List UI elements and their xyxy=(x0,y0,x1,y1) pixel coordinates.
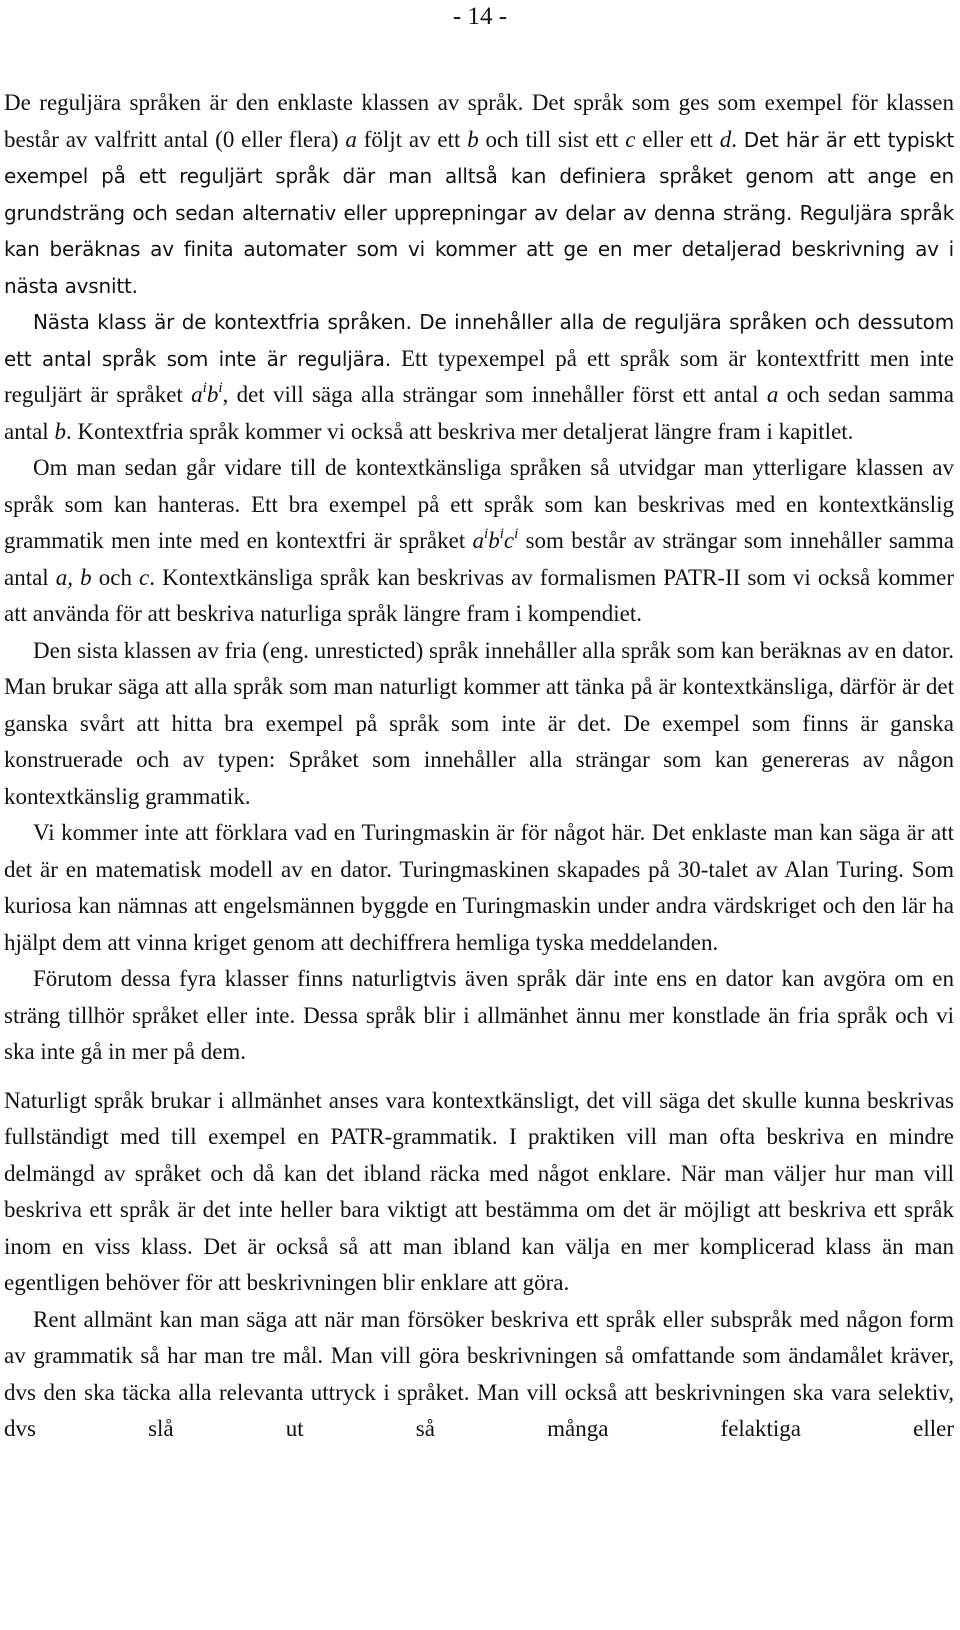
text-segment: Nästa klass är de kontextfria språken. De innehåller alla de reguljära språken och dessutom ett antal språk som inte är reguljära. xyxy=(4,310,954,371)
paragraph-regular-languages xyxy=(4,85,954,304)
variable: a, b xyxy=(55,564,92,590)
variable: a xyxy=(472,528,485,553)
text-segment: De reguljära språken är den enklaste klassen av språk. Det språk som ges som exempel för klassen består av valfritt antal (0 eller flera) xyxy=(4,90,954,152)
body-text xyxy=(4,85,954,1448)
text-segment: eller ett xyxy=(635,126,720,152)
variable: a xyxy=(345,126,357,152)
paragraph-other-languages: Förutom dessa fyra klasser finns naturligtvis även språk där inte ens en dator kan avgöra om en sträng tillhör språket eller inte. Dessa språk blir i allmänhet ännu mer konstlade än fria språk och vi ska inte gå in mer på dem. xyxy=(4,966,954,1064)
text-segment: . xyxy=(731,126,744,152)
text-segment: , det vill säga alla strängar som innehåller först ett antal xyxy=(222,382,767,407)
variable: b xyxy=(467,126,479,152)
text-segment: och till sist ett xyxy=(478,126,626,152)
superscript: i xyxy=(514,526,519,542)
text-segment: som består av strängar som innehåller samma antal xyxy=(4,528,954,590)
variable: b xyxy=(206,382,219,407)
variable: a xyxy=(191,382,203,407)
superscript: i xyxy=(484,526,489,542)
variable: d xyxy=(719,126,732,152)
variable: b xyxy=(488,528,500,553)
variable: a xyxy=(766,382,779,407)
text-segment: Ett typexempel på ett språk som är kontextfritt men inte reguljärt är språket xyxy=(4,345,954,407)
text-segment: följt av ett xyxy=(356,126,468,152)
text-segment: . Kontextfria språk kommer vi också att beskriva mer detaljerat längre fram i kapitlet. xyxy=(65,418,854,444)
superscript: i xyxy=(202,380,207,396)
variable: c xyxy=(139,564,150,590)
paragraph-context-sensitive xyxy=(4,450,954,633)
text-segment: och xyxy=(91,564,140,590)
text-segment: . Kontextkänsliga språk kan beskrivas av formalismen PATR-II som vi också kommer att använda för att beskriva naturliga språk längre fram i kompendiet. xyxy=(4,564,954,626)
page-number: - 14 - xyxy=(452,3,508,30)
paragraph-turing: Vi kommer inte att förklara vad en Turingmaskin är för något här. Det enklaste man kan säga är att det är en matematisk modell av en dator. Turingmaskinen skapades på 30-talet av Alan Turing. Som kuriosa kan nämnas att engelsmännen byggde en Turingmaskin under andra värdskriget och den lär ha hjälpt dem att vinna kriget genom att dechiffrera hemliga tyska meddelanden. xyxy=(4,820,954,955)
superscript: i xyxy=(499,526,504,542)
paragraph-context-free xyxy=(4,304,954,450)
variable: c xyxy=(503,528,515,553)
variable: b xyxy=(54,418,66,444)
paragraph-natural-language: Naturligt språk brukar i allmänhet anses vara kontextkänsligt, det vill säga det skulle kunna beskrivas fullständigt med till exempel en PATR-grammatik. I praktiken vill man ofta beskriva en mindre delmängd av språket och då kan det ibland räcka med något enklare. När man väljer hur man vill beskriva ett språk är det inte heller bara viktigt att bestämma om det är möjligt att beskriva ett språk inom en viss klass. Det är också så att man ibland kan välja en mer komplicerad klass än man egentligen behöver för att beskrivningen blir enklare att göra. xyxy=(4,1087,954,1295)
paragraph-unrestricted: Den sista klassen av fria (eng. unresticted) språk innehåller alla språk som kan beräknas av en dator. Man brukar säga att alla språk som man naturligt kommer att tänka på är kontextkänsliga, därför är det ganska svårt att hitta bra exempel på språk som inte är det. De exempel som finns är ganska konstruerade och av typen: Språket som innehåller alla strängar som kan genereras av någon kontextkänslig grammatik. xyxy=(4,637,954,809)
text-segment: och sedan samma antal xyxy=(4,382,954,444)
text-segment: Det här är ett typiskt exempel på ett reguljärt språk där man alltså kan definiera språket genom att ange en grundsträng och sedan alternativ eller upprepningar av delar av denna sträng. Reguljära språk kan beräknas av finita automater som vi kommer att ge en mer detaljerad beskrivning av i nästa avsnitt. xyxy=(4,127,954,298)
text-segment: Om man sedan går vidare till de kontextkänsliga språken så utvidgar man ytterligare klassen av språk som kan hanteras. Ett bra exempel på ett språk som kan beskrivas med en kontextkänslig grammatik men inte med en kontextfri är språket xyxy=(4,455,954,553)
variable: c xyxy=(625,126,636,152)
paragraph-goals: Rent allmänt kan man säga att när man försöker beskriva ett språk eller subspråk med någon form av grammatik så har man tre mål. Man vill göra beskrivningen så omfattande som ändamålet kräver, dvs den ska täcka alla relevanta uttryck i språket. Man vill också att beskrivningen ska vara selektiv, dvs slå ut så många felaktiga eller xyxy=(4,1306,954,1441)
superscript: i xyxy=(218,380,223,396)
